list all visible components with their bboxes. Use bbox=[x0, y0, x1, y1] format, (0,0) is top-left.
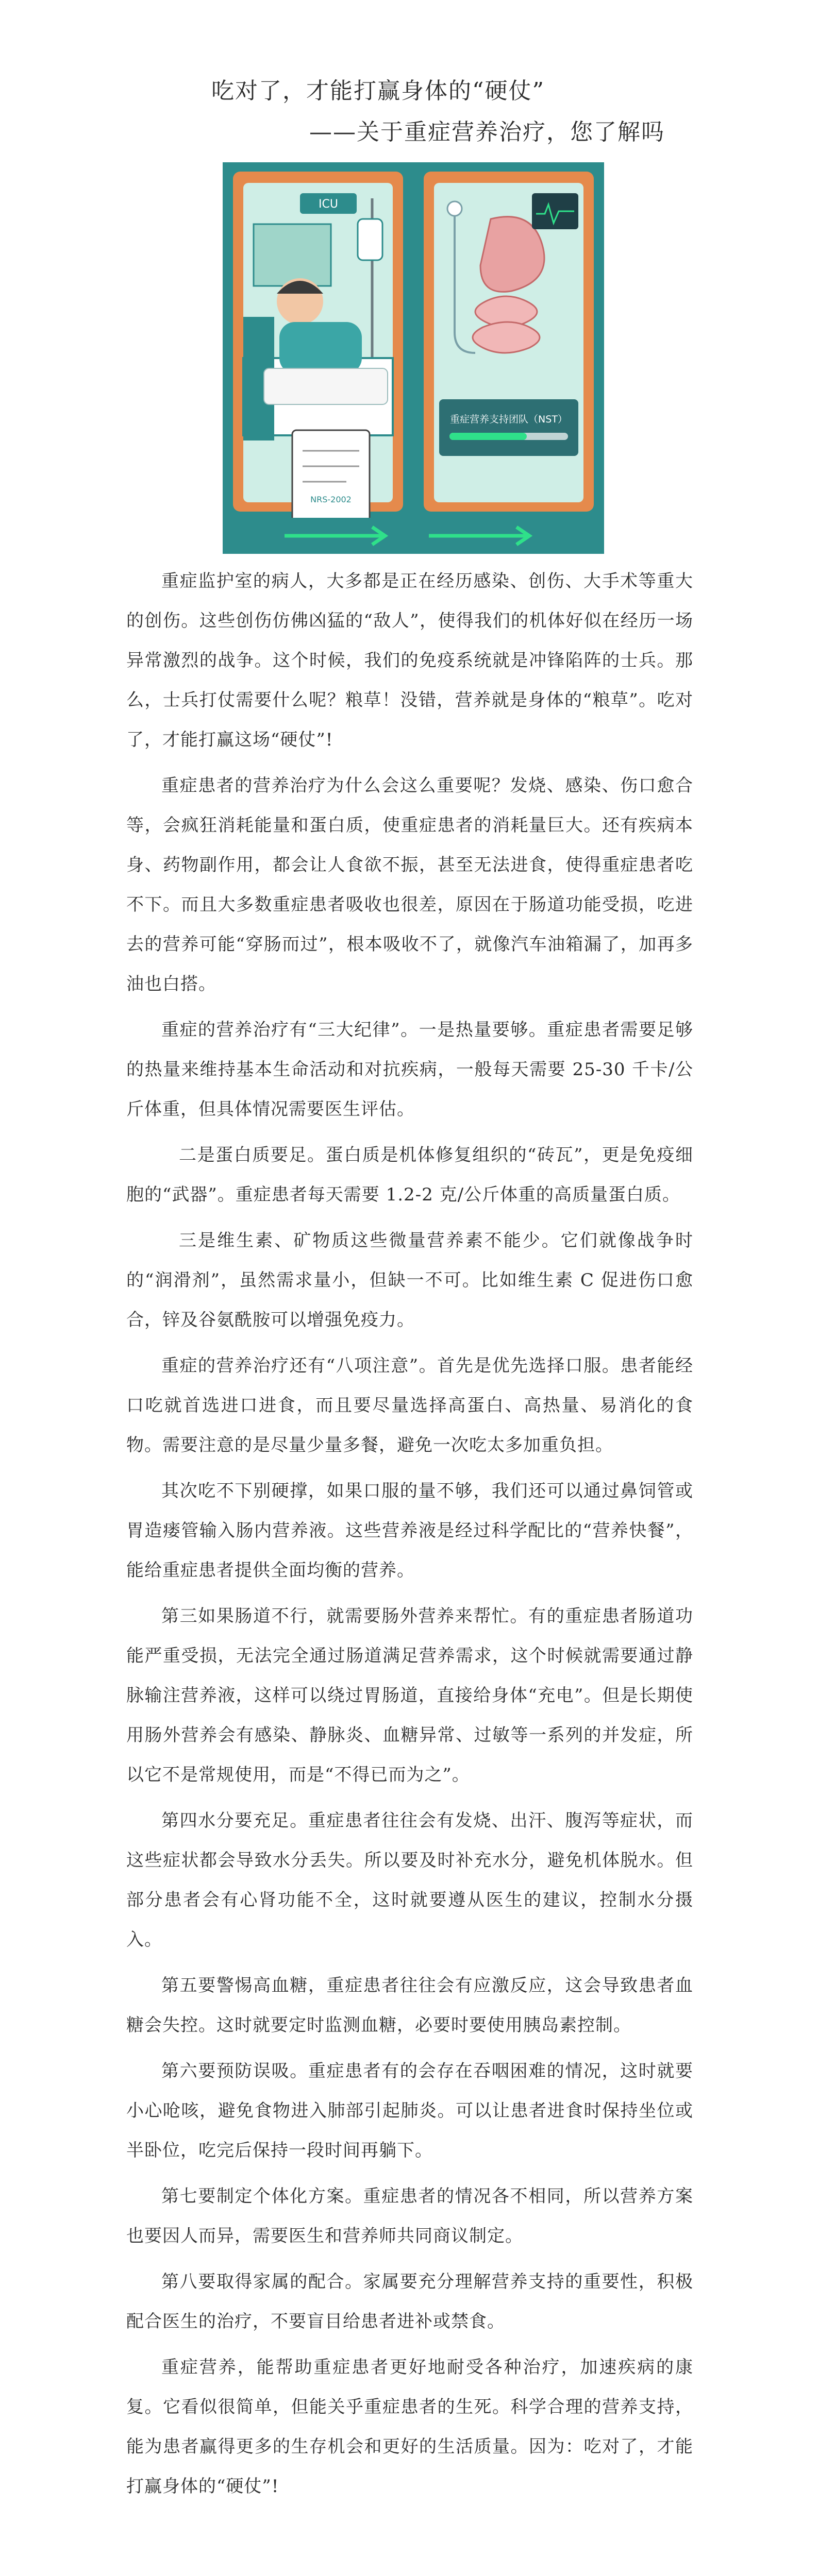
team-banner bbox=[439, 399, 578, 456]
paragraph: 第六要预防误吸。重症患者有的会存在吞咽困难的情况，这时就要小心呛咳，避免食物进入肺部引起肺炎。可以让患者进食时保持坐位或半卧位，吃完后保持一段时间再躺下。 bbox=[126, 2061, 693, 2161]
paragraph: 第七要制定个体化方案。重症患者的情况各不相同，所以营养方案也要因人而异，需要医生和营养师共同商议制定。 bbox=[126, 2186, 693, 2246]
article-body bbox=[126, 562, 693, 2513]
paragraph: 第五要警惕高血糖，重症患者往往会有应激反应，这会导致患者血糖会失控。这时就要定时监测血糖，必要时要使用胰岛素控制。 bbox=[126, 1975, 693, 2036]
paragraph: 三是维生素、矿物质这些微量营养素不能少。它们就像战争时的“润滑剂”，虽然需求量小，但缺一不可。比如维生素 C 促进伤口愈合，锌及谷氨酰胺可以增强免疫力。 bbox=[126, 1230, 693, 1330]
title-line-2: ——关于重症营养治疗，您了解吗 bbox=[309, 119, 665, 145]
paragraph: 其次吃不下别硬撑，如果口服的量不够，我们还可以通过鼻饲管或胃造瘘管输入肠内营养液。这些营养液是经过科学配比的“营养快餐”，能给重症患者提供全面均衡的营养。 bbox=[126, 1481, 693, 1581]
paragraph: 重症患者的营养治疗为什么会这么重要呢？发烧、感染、伤口愈合等，会疯狂消耗能量和蛋白质，使重症患者的消耗量巨大。还有疾病本身、药物副作用，都会让人食欲不振，甚至无法进食，使得重症患者吃不下。而且大多数重症患者吸收也很差，原因在于肠道功能受损，吃进去的营养可能“穿肠而过”，根本吸收不了，就像汽车油箱漏了，加再多油也白搭。 bbox=[126, 775, 693, 994]
paragraph: 重症的营养治疗有“三大纪律”。一是热量要够。重症患者需要足够的热量来维持基本生命活动和对抗疾病，一般每天需要 25-30 千卡/公斤体重，但具体情况需要医生评估。 bbox=[126, 1020, 693, 1120]
paragraph: 第四水分要充足。重症患者往往会有发烧、出汗、腹泻等症状，而这些症状都会导致水分丢失。所以要及时补充水分，避免机体脱水。但部分患者会有心肾功能不全，这时就要遵从医生的建议，控制水分摄入。 bbox=[126, 1810, 693, 1950]
clipboard-icon bbox=[292, 430, 370, 523]
icu-sign-text: ICU bbox=[319, 198, 338, 211]
title-line-1: 吃对了，才能打赢身体的“硬仗” bbox=[211, 78, 545, 104]
team-banner-text: 重症营养支持团队（NST） bbox=[450, 414, 567, 425]
paragraph: 重症营养，能帮助重症患者更好地耐受各种治疗，加速疾病的康复。它看似很简单，但能关乎重症患者的生死。科学合理的营养支持，能为患者赢得更多的生存机会和更好的生活质量。因为：吃对了，才能打赢身体的“硬仗”! bbox=[126, 2357, 693, 2497]
paragraph: 二是蛋白质要足。蛋白质是机体修复组织的“砖瓦”，更是免疫细胞的“武器”。重症患者每天需要 1.2-2 克/公斤体重的高质量蛋白质。 bbox=[126, 1145, 693, 1205]
nrs-label: NRS-2002 bbox=[310, 495, 352, 504]
paragraph: 重症的营养治疗还有“八项注意”。首先是优先选择口服。患者能经口吃就首选进口进食，而且要尽量选择高蛋白、高热量、易消化的食物。需要注意的是尽量少量多餐，避免一次吃太多加重负担。 bbox=[126, 1355, 693, 1455]
paragraph: 第八要取得家属的配合。家属要充分理解营养支持的重要性，积极配合医生的治疗，不要盲目给患者进补或禁食。 bbox=[126, 2272, 693, 2332]
paragraph: 第三如果肠道不行，就需要肠外营养来帮忙。有的重症患者肠道功能严重受损，无法完全通过肠道满足营养需求，这个时候就需要通过静脉输注营养液，这样可以绕过胃肠道，直接给身体“充电”。但是长期使用肠外营养会有感染、静脉炎、血糖异常、过敏等一系列的并发症，所以它不是常规使用，而是“不得已而为之”。 bbox=[126, 1606, 693, 1785]
icu-nutrition-illustration bbox=[223, 162, 604, 554]
paragraph: 重症监护室的病人，大多都是正在经历感染、创伤、大手术等重大的创伤。这些创伤仿佛凶猛的“敌人”，使得我们的机体好似在经历一场异常激烈的战争。这个时候，我们的免疫系统就是冲锋陷阵的士兵。那么，士兵打仗需要什么呢？粮草！没错，营养就是身体的“粮草”。吃对了，才能打赢这场“硬仗”! bbox=[126, 571, 693, 750]
iv-bag-icon bbox=[358, 219, 382, 260]
